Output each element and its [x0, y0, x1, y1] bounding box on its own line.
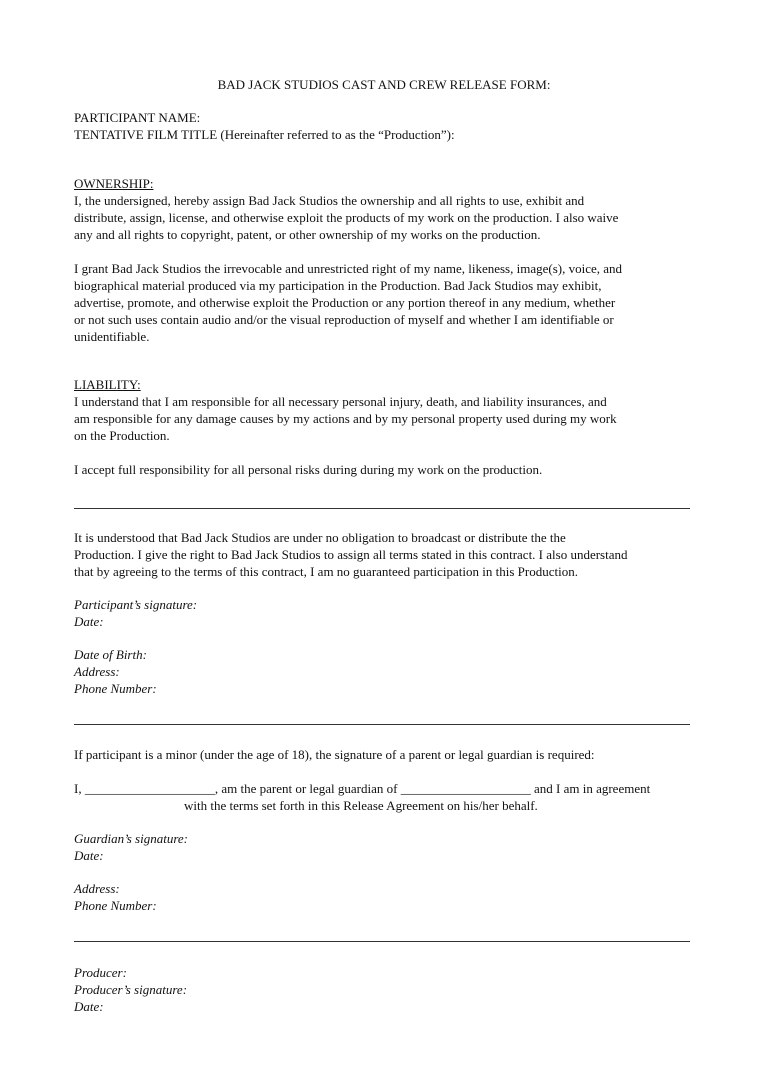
ownership-para1-line: I, the undersigned, hereby assign Bad Jack Studios the ownership and all rights to use, exhibit and [74, 193, 585, 208]
section-divider [74, 941, 690, 942]
form-title: BAD JACK STUDIOS CAST AND CREW RELEASE FORM: [217, 77, 551, 92]
ownership-para2-line: unidentifiable. [74, 329, 150, 344]
agreement-line: that by agreeing to the terms of this contract, I am no guaranteed participation in this Production. [74, 564, 578, 579]
ownership-para2-line: biographical material produced via my participation in the Production. Bad Jack Studios may exhibit, [74, 278, 602, 293]
liability-para2-line: I accept full responsibility for all personal risks during during my work on the production. [74, 462, 543, 477]
participant-address-field[interactable]: Address: [74, 664, 120, 679]
guardian-agreement-line-2: with the terms set forth in this Release Agreement on his/her behalf. [184, 798, 538, 813]
guardian-address-field[interactable]: Address: [74, 881, 120, 896]
ownership-para1-line: any and all rights to copyright, patent, or other ownership of my works on the production. [74, 227, 541, 242]
ownership-heading: OWNERSHIP: [74, 176, 154, 191]
liability-para1-line: on the Production. [74, 428, 170, 443]
producer-name-field[interactable]: Producer: [74, 965, 127, 980]
ownership-para1-line: distribute, assign, license, and otherwise exploit the products of my work on the production. I also waive [74, 210, 619, 225]
guardian-agreement-line[interactable]: I, ____________________, am the parent or legal guardian of ____________________ and I am in agreement [74, 781, 651, 796]
liability-heading: LIABILITY: [74, 377, 141, 392]
guardian-signature-field[interactable]: Guardian’s signature: [74, 831, 188, 846]
agreement-line: It is understood that Bad Jack Studios are under no obligation to broadcast or distribute the the [74, 530, 566, 545]
minor-notice: If participant is a minor (under the age of 18), the signature of a parent or legal guardian is required: [74, 747, 595, 762]
guardian-phone-field[interactable]: Phone Number: [74, 898, 157, 913]
participant-name-label: PARTICIPANT NAME: [74, 110, 201, 125]
producer-signature-field[interactable]: Producer’s signature: [74, 982, 188, 997]
ownership-para2-line: I grant Bad Jack Studios the irrevocable and unrestricted right of my name, likeness, image(s), voice, and [74, 261, 622, 276]
film-title-label: TENTATIVE FILM TITLE (Hereinafter referred to as the “Production”): [74, 127, 455, 142]
participant-dob-field[interactable]: Date of Birth: [74, 647, 147, 662]
liability-para1-line: I understand that I am responsible for all necessary personal injury, death, and liability insurances, and [74, 394, 607, 409]
section-divider [74, 724, 690, 725]
guardian-date-field[interactable]: Date: [74, 848, 104, 863]
participant-date-field[interactable]: Date: [74, 614, 104, 629]
liability-para1-line: am responsible for any damage causes by my actions and by my personal property used during my work [74, 411, 617, 426]
ownership-para2-line: advertise, promote, and otherwise exploit the Production or any portion thereof in any medium, whether [74, 295, 616, 310]
ownership-para2-line: or not such uses contain audio and/or the visual reproduction of myself and whether I am identifiable or [74, 312, 614, 327]
producer-date-field[interactable]: Date: [74, 999, 104, 1014]
participant-signature-field[interactable]: Participant’s signature: [74, 597, 198, 612]
section-divider [74, 508, 690, 509]
participant-phone-field[interactable]: Phone Number: [74, 681, 157, 696]
agreement-line: Production. I give the right to Bad Jack Studios to assign all terms stated in this contract. I also understand [74, 547, 628, 562]
